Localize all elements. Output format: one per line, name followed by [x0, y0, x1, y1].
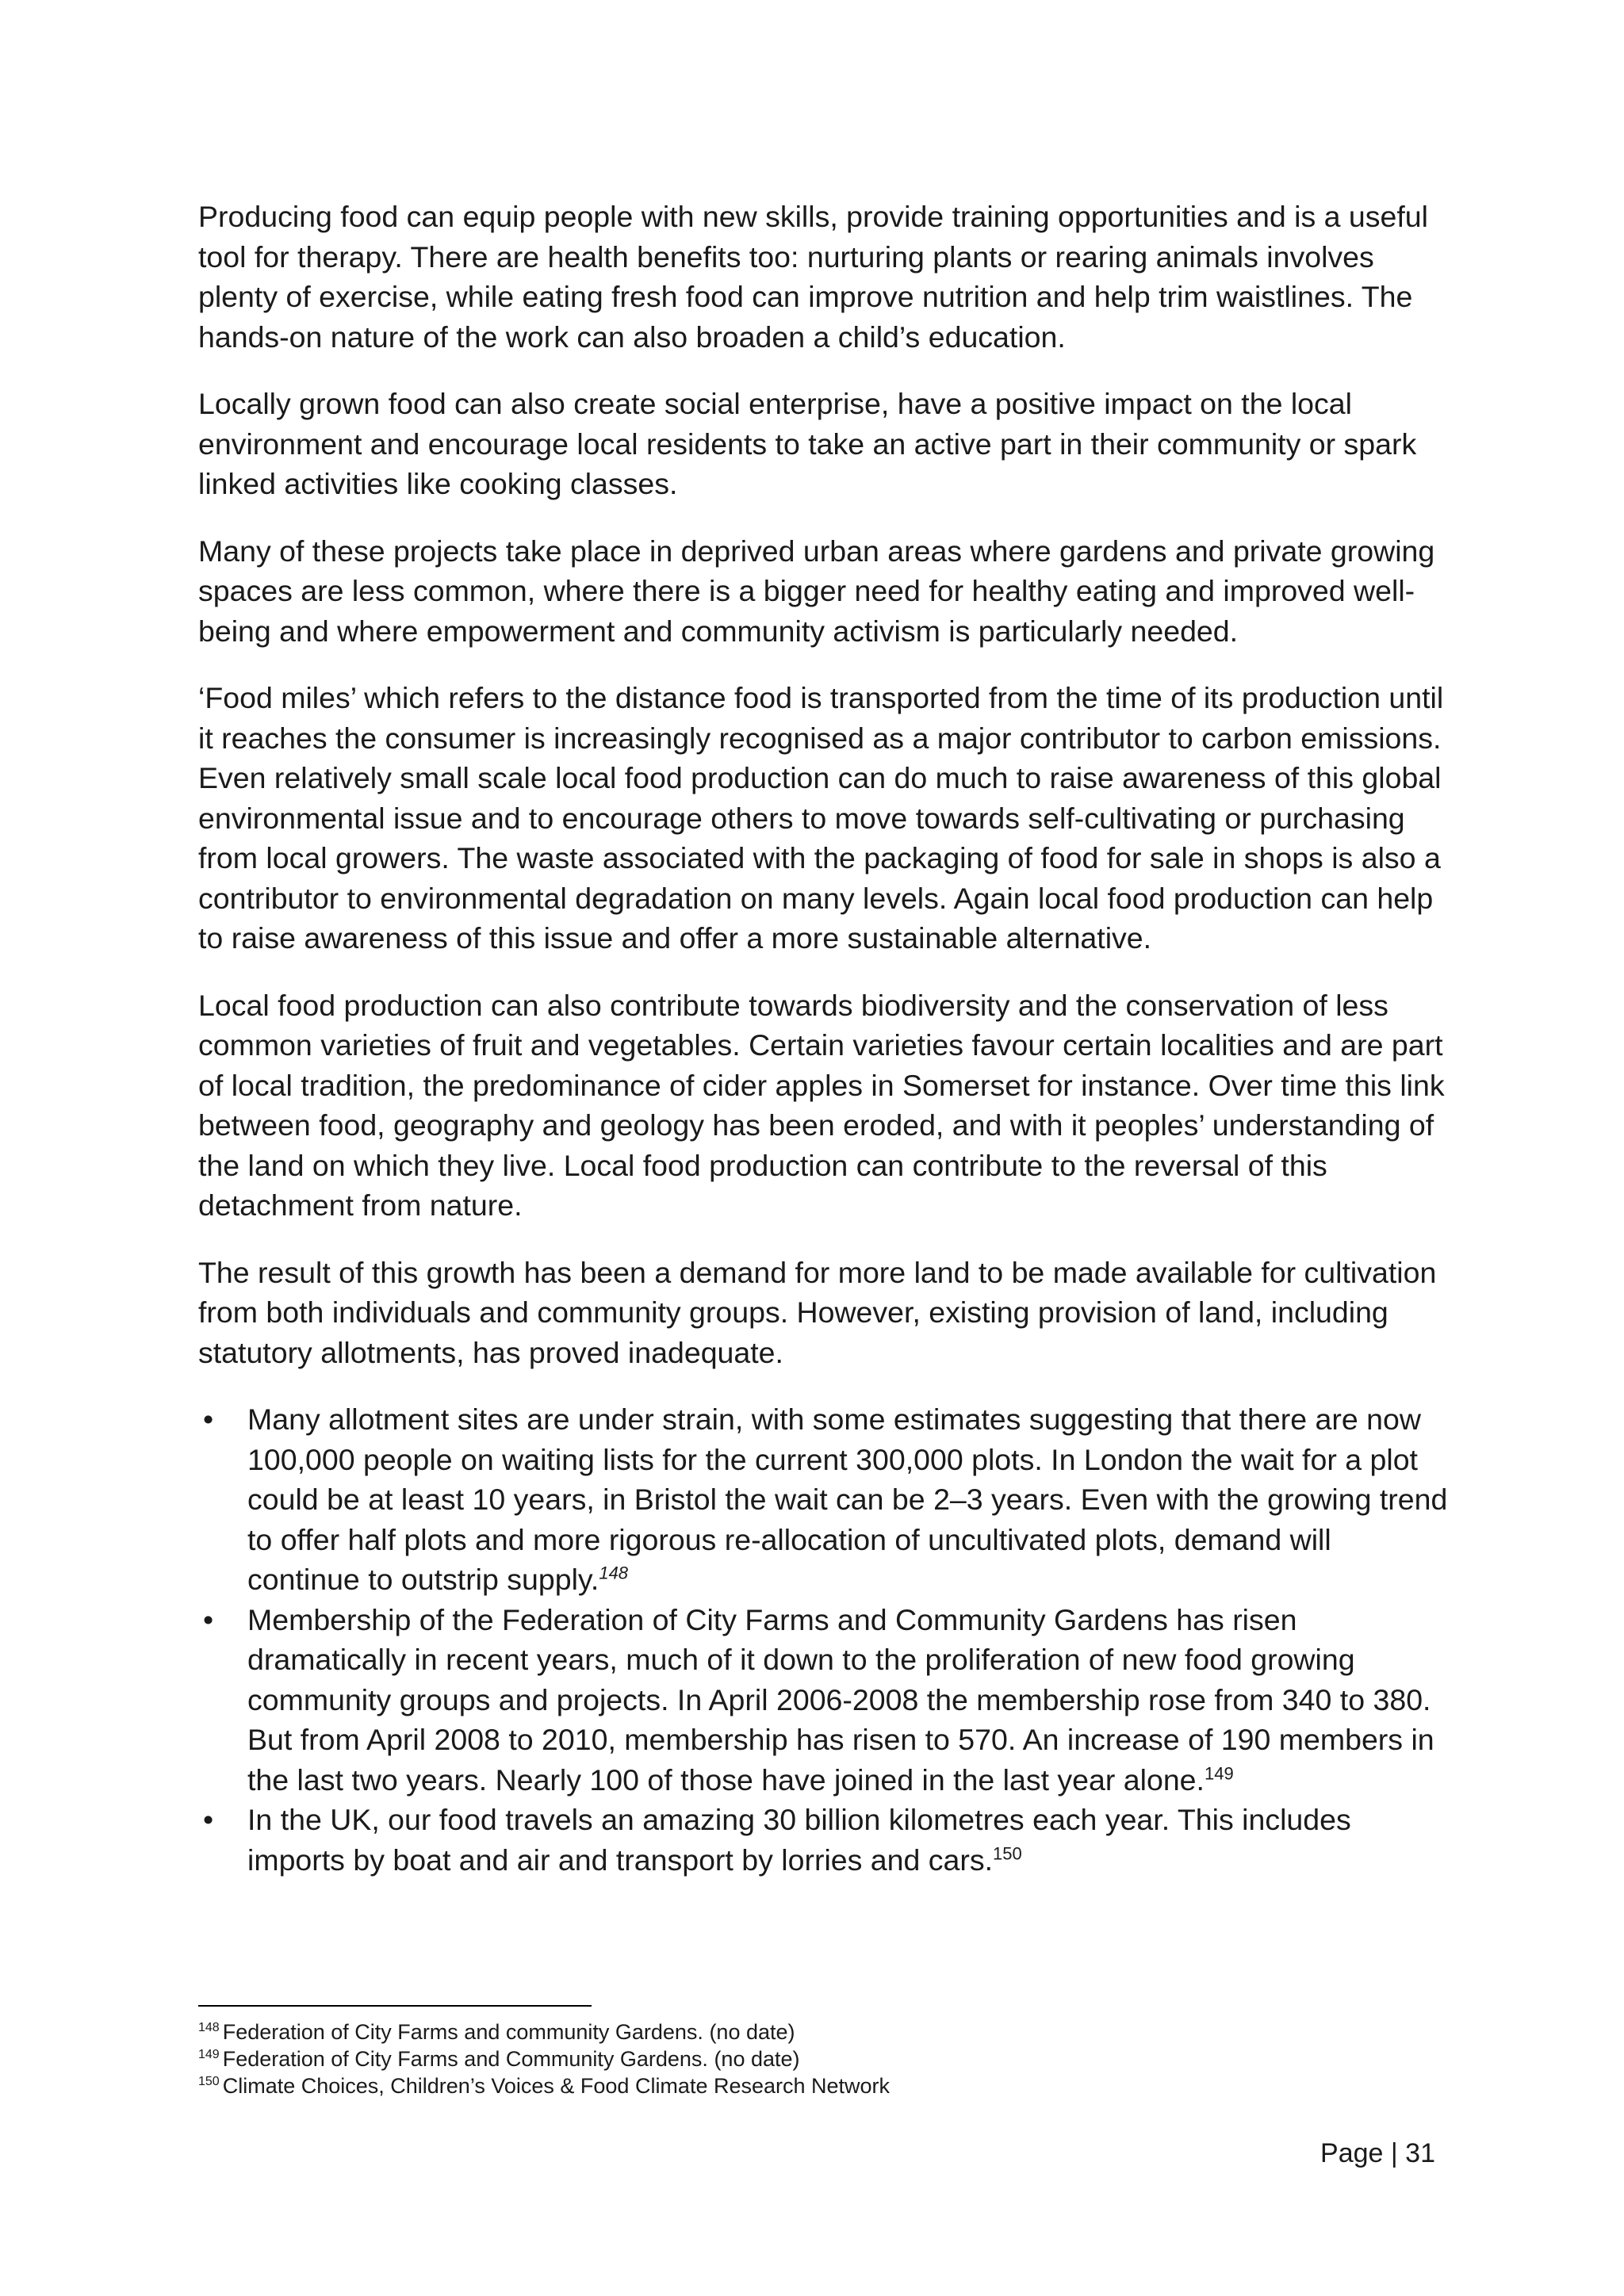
footnote-reference[interactable]: 148: [599, 1563, 629, 1583]
page-number: Page | 31: [1320, 2138, 1435, 2168]
footnote-text: Federation of City Farms and community Gardens. (no date): [222, 2020, 795, 2044]
document-body: [198, 197, 1451, 1880]
bullet-item: [198, 1800, 1451, 1880]
footnote-number: 148: [198, 2021, 220, 2034]
paragraph: The result of this growth has been a demand for more land to be made available for cultivation from both individuals and community groups. However, existing provision of land, including statutory allotments, has proved inadequate.: [198, 1255, 1437, 1369]
footnote-text: Federation of City Farms and Community Gardens. (no date): [222, 2047, 800, 2071]
paragraph: ‘Food miles’ which refers to the distance food is transported from the time of its production until it reaches the consumer is increasingly recognised as a major contributor to carbon emissions. Even relatively small scale local food production can do much to raise awareness of this global environmental issue and to encourage others to move towards self-cultivating or purchasing from local growers. The waste associated with the packaging of food for sale in shops is also a contributor to environmental degradation on many levels. Again local food production can help to raise awareness of this issue and offer a more sustainable alternative.: [198, 681, 1444, 955]
bullet-list: [198, 1399, 1451, 1880]
bullet-icon: •: [203, 1602, 214, 1636]
footnote: [198, 2045, 890, 2072]
paragraph: Producing food can equip people with new skills, provide training opportunities and is a useful tool for therapy. There are health benefits too: nurturing plants or rearing animals involves plenty of exercise, while eating fresh food can improve nutrition and help trim waistlines. The hands-on nature of the work can also broaden a child’s education.: [198, 200, 1428, 354]
bullet-icon: •: [203, 1402, 214, 1436]
bullet-icon: •: [203, 1803, 214, 1836]
footnote-text: Climate Choices, Children’s Voices & Food Climate Research Network: [222, 2074, 891, 2098]
bullet-text: Many allotment sites are under strain, with some estimates suggesting that there are now 100,000 people on waiting lists for the current 300,000 plots. In London the wait for a plot could be at least 10 years, in Bristol the wait can be 2–3 years. Even with the growing trend to offer half plots and more rigorous re-allocation of uncultivated plots, demand will continue to outstrip supply.: [247, 1402, 1448, 1596]
paragraph: Many of these projects take place in deprived urban areas where gardens and private growing spaces are less common, where there is a bigger need for healthy eating and improved well-being and where empowerment and community activism is particularly needed.: [198, 534, 1435, 648]
paragraph: Local food production can also contribute towards biodiversity and the conservation of less common varieties of fruit and vegetables. Certain varieties favour certain localities and are part of local tradition, the predominance of cider apples in Somerset for instance. Over time this link between food, geography and geology has been eroded, and with it peoples’ understanding of the land on which they live. Local food production can contribute to the reversal of this detachment from nature.: [198, 988, 1445, 1222]
bullet-item: [198, 1600, 1451, 1800]
bullet-text: Membership of the Federation of City Farms and Community Gardens has risen dramatically in recent years, much of it down to the proliferation of new food growing community groups and projects. In April 2006-2008 the membership rose from 340 to 380. But from April 2008 to 2010, membership has risen to 570. An increase of 190 members in the last two years. Nearly 100 of those have joined in the last year alone.: [247, 1602, 1434, 1797]
bullet-text: In the UK, our food travels an amazing 30 billion kilometres each year. This includes imports by boat and air and transport by lorries and cars.: [247, 1803, 1351, 1877]
footnote-number: 150: [198, 2075, 220, 2088]
bullet-item: [198, 1399, 1451, 1600]
footnotes: [198, 2019, 890, 2099]
footnote: [198, 2019, 890, 2045]
footnote-number: 149: [198, 2048, 220, 2061]
footnote-reference[interactable]: 149: [1204, 1763, 1234, 1783]
footnote: [198, 2072, 890, 2099]
footnote-separator: [198, 2005, 592, 2007]
footnote-reference[interactable]: 150: [993, 1843, 1022, 1863]
paragraph: Locally grown food can also create social enterprise, have a positive impact on the local environment and encourage local residents to take an active part in their community or spark linked activities like cooking classes.: [198, 387, 1417, 500]
